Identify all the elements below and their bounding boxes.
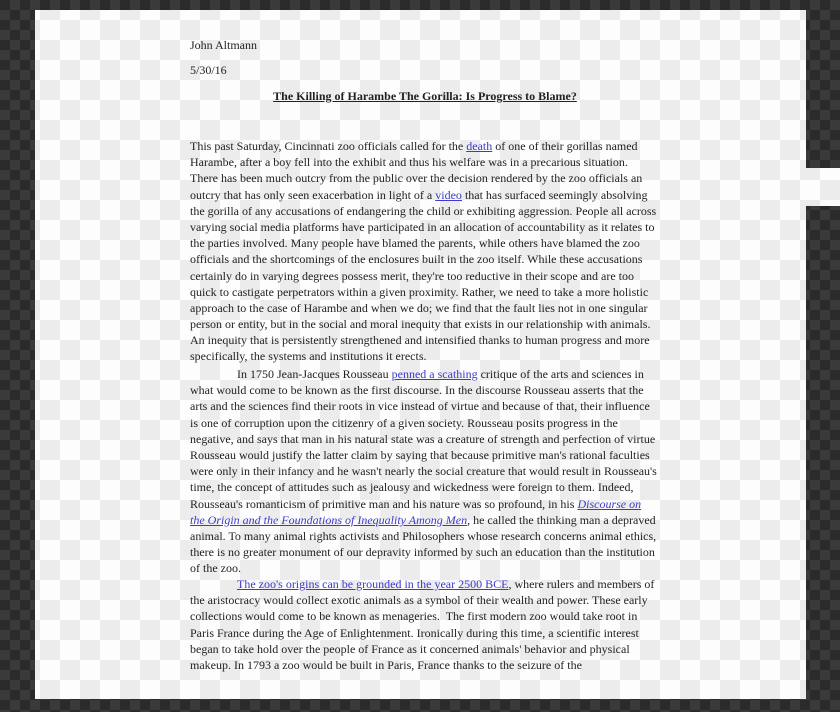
text-run: there is no greater monument of our depravity informed by such an education than the institution	[190, 545, 655, 560]
inline-link[interactable]: the Origin and the Foundations of Inequality Among Men	[190, 512, 468, 527]
inline-link[interactable]: Discourse on	[577, 496, 642, 511]
text-run: approach to the case of Harambe and when we do; we find that the fault lies not in one singular	[190, 300, 648, 315]
inline-link[interactable]: death	[466, 139, 493, 153]
document-content	[190, 10, 660, 699]
text-run: of one of their gorillas named	[492, 139, 638, 153]
text-run: time, the concept of attitudes such as jealousy and wickedness were foreign to them. Indeed,	[190, 480, 634, 495]
text-run: outcry that has only seen exacerbation in light of a	[190, 187, 436, 202]
text-line	[190, 251, 660, 267]
text-line	[190, 219, 660, 235]
paragraph	[190, 576, 660, 673]
text-run: Rousseau would justify the latter claim by saying that because primitive man's rational faculties	[190, 447, 650, 462]
paragraph	[190, 366, 660, 576]
text-run: began to take hold over the people of France as it concerned animals' behavior and physical	[190, 641, 630, 656]
text-line	[190, 316, 660, 332]
text-run: negative, and says that man in his natural state was a creature of strength and perfection of virtue	[190, 431, 656, 446]
text-line	[190, 332, 660, 348]
text-line	[190, 235, 660, 251]
text-line	[190, 382, 660, 398]
text-run: , he called the thinking man a depraved	[467, 512, 656, 527]
text-line	[190, 398, 660, 414]
text-run: There has been much outcry from the public over the decision rendered by the zoo officials an	[190, 171, 643, 186]
text-line	[190, 512, 660, 528]
page-notch	[806, 168, 840, 206]
text-line	[190, 138, 660, 154]
inline-link[interactable]: video	[435, 187, 462, 202]
essay-date: 5/30/16	[190, 63, 227, 77]
inline-link[interactable]: penned a scathing	[391, 367, 478, 381]
text-line	[190, 300, 660, 316]
text-run: that has surfaced seemingly absolving	[461, 187, 648, 202]
text-line	[190, 415, 660, 431]
text-run: Harambe, after a boy fell into the exhibit and thus his welfare was in a precarious situation.	[190, 155, 628, 170]
text-line	[190, 608, 660, 624]
essay-title: The Killing of Harambe The Gorilla: Is Progress to Blame?	[273, 89, 577, 103]
document-page	[35, 10, 806, 699]
text-run: critique of the arts and sciences in	[477, 367, 644, 381]
text-run: the gorilla of any accusations of endangering the child or exhibiting aggression. People all across	[190, 203, 657, 218]
text-run: the aristocracy would collect exotic animals as a symbol of their wealth and power. These early	[190, 593, 648, 608]
text-line	[190, 625, 660, 641]
text-line	[190, 284, 660, 300]
text-run: This past Saturday, Cincinnati zoo officials called for the	[190, 139, 467, 153]
text-line	[190, 560, 660, 576]
document-body	[190, 10, 660, 699]
text-line	[190, 657, 660, 673]
text-line	[190, 576, 660, 592]
paragraph	[190, 138, 660, 365]
text-line	[190, 203, 660, 219]
text-run: person or entity, but in the social and moral inequity that exists in our relationship with animals.	[190, 317, 651, 332]
text-run: arts and the sciences find their roots in vice instead of virtue and because of that, their influence	[190, 399, 650, 414]
text-run: An inequity that is persistently strengthened and intensified thanks to human progress and more	[190, 333, 650, 348]
text-line	[190, 431, 660, 447]
text-run: specifically, the systems and institutions it erects.	[190, 349, 427, 364]
essay-author: John Altmann	[190, 38, 258, 52]
text-run: In 1750 Jean-Jacques Rousseau	[237, 367, 392, 381]
text-line	[190, 463, 660, 479]
text-line	[190, 447, 660, 463]
inline-link[interactable]: The zoo's origins can be grounded in the year 2500 BCE	[237, 577, 509, 591]
text-line	[190, 170, 660, 186]
text-line	[190, 366, 660, 382]
text-line	[190, 641, 660, 657]
text-run: certainly do in varying degrees possess merit, they're too reductive in their scope and are too	[190, 268, 635, 283]
text-line	[190, 268, 660, 284]
text-run: Rousseau's romanticism of primitive man and his nature was so profound, in his	[190, 496, 578, 511]
text-run: is one of corruption upon the citizenry of a given society. Rousseau posits progress in the	[190, 415, 618, 430]
text-run: animal. To many animal rights activists and Philosophers whose research concerns animal ethics,	[190, 528, 657, 543]
text-run: collections would come to be known as menageries. The first modern zoo would take root in	[190, 609, 638, 624]
text-line	[190, 496, 660, 512]
text-line	[190, 528, 660, 544]
text-run: what would come to be known as the first discourse. In the discourse Rousseau asserts that the	[190, 383, 644, 398]
text-run: , where rulers and members of	[508, 577, 655, 591]
text-run: were only in their infancy and he wasn't nearly the social creature that would result in Rousseau's	[190, 464, 657, 479]
text-line	[190, 544, 660, 560]
text-run: the parties involved. Many people have blamed the parents, while others have blamed the zoo	[190, 236, 640, 251]
text-line	[190, 348, 660, 364]
text-run: varying social media platforms have participated in an allocation of accountability as it relates to	[190, 219, 655, 234]
text-run: makeup. In 1793 a zoo would be built in Paris, France thanks to the seizure of the	[190, 657, 582, 672]
text-run: officials and the shortcomings of the enclosures built in the zoo itself. While these accusations	[190, 252, 643, 267]
text-line	[190, 187, 660, 203]
text-line	[190, 154, 660, 170]
text-run: quick to castigate perpetrators within a given proximity. Rather, we need to take a more holistic	[190, 284, 649, 299]
text-line	[190, 592, 660, 608]
text-run: Paris France during the Age of Enlightenment. Ironically during this time, a scientific interest	[190, 625, 639, 640]
text-line	[190, 479, 660, 495]
text-run: of the zoo.	[190, 561, 241, 576]
